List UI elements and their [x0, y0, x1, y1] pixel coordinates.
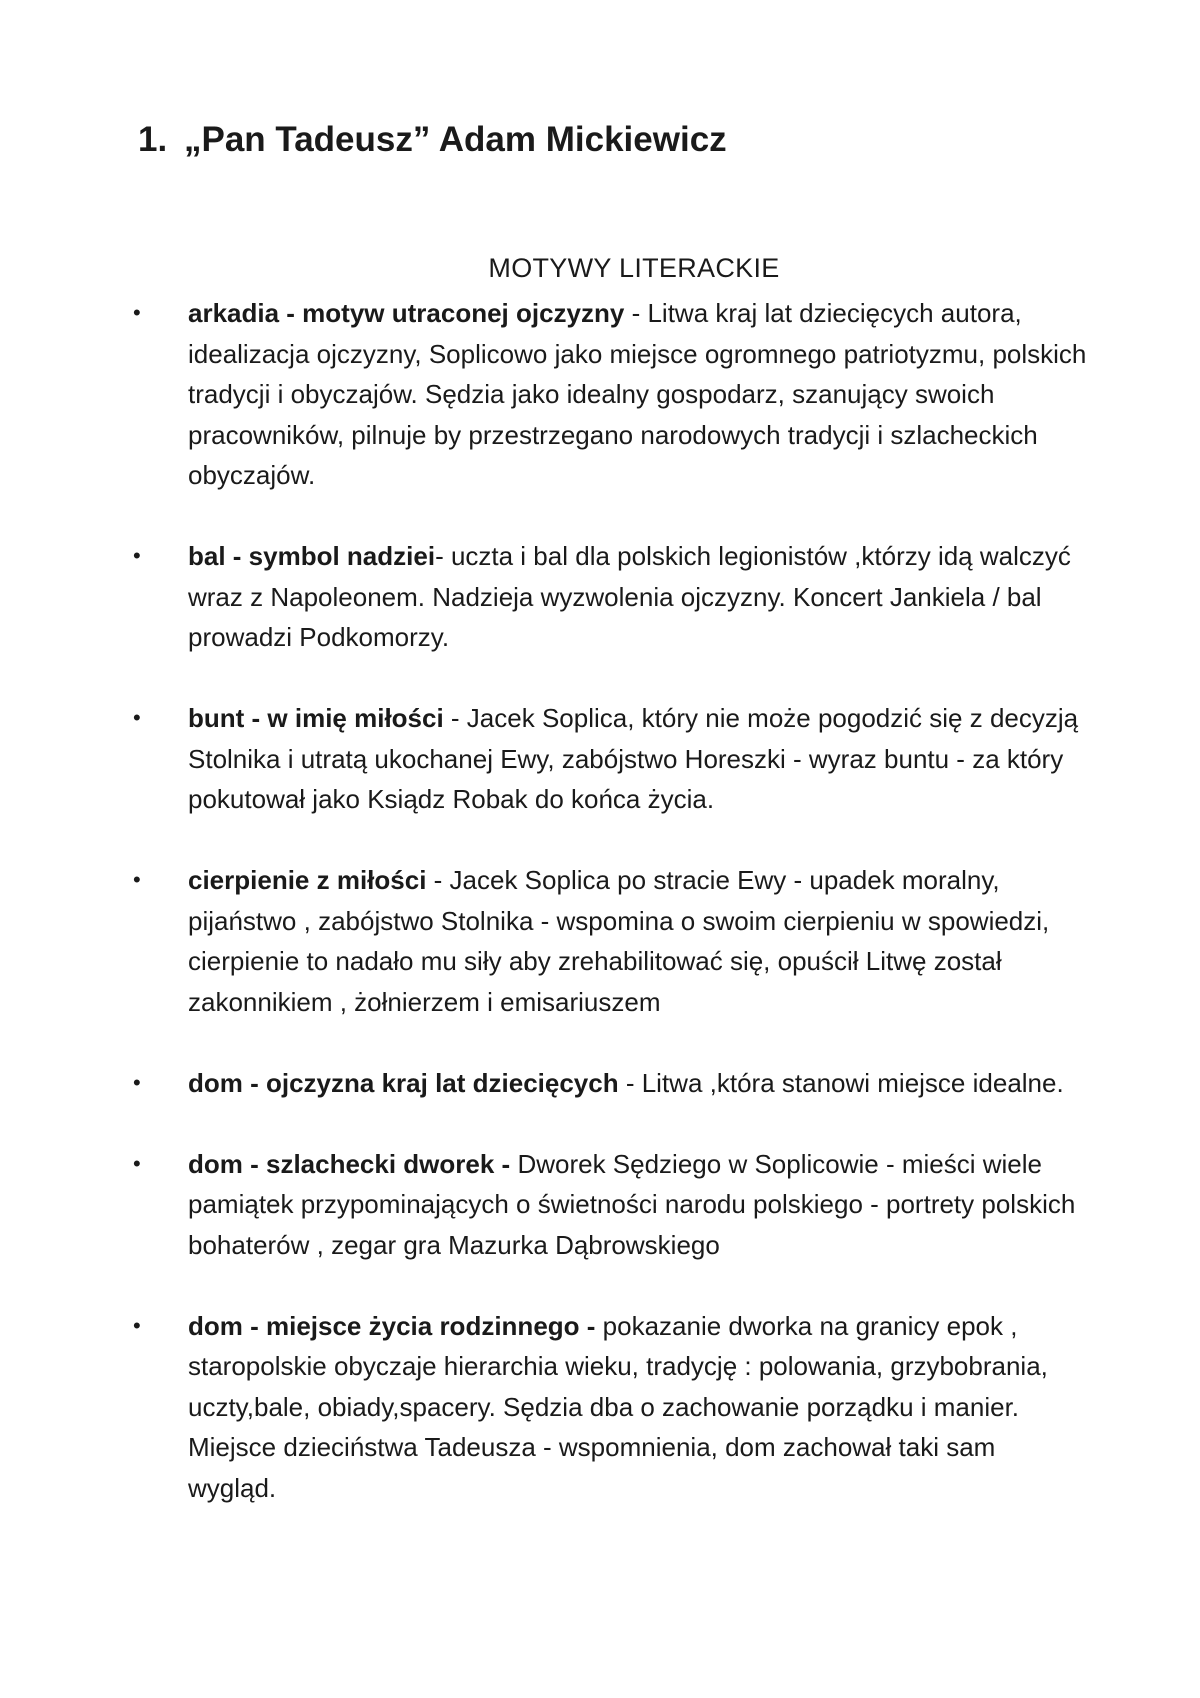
motif-description: - uczta i bal dla polskich legionistów ,którzy idą walczyć wraz z Napoleonem. Nadzieja wyzwolenia ojczyzny. Koncert Jankiela / bal prowadzi Podkomorzy. — [188, 541, 1071, 652]
motif-description: - Jacek Soplica po stracie Ewy - upadek moralny, pijaństwo , zabójstwo Stolnika - wspomina o swoim cierpieniu w spowiedzi, cierpienie to nadało mu siły aby zrehabilitować się, opuścił Litwę został zakonnikiem , żołnierzem i emisariuszem — [188, 865, 1050, 1017]
bullet-icon: • — [133, 543, 141, 568]
title-number: 1. — [138, 120, 168, 159]
motif-term: dom - szlachecki dworek - — [188, 1148, 511, 1179]
motif-term: bal - symbol nadziei — [188, 541, 436, 571]
motif-description: pokazanie dworka na granicy epok , staropolskie obyczaje hierarchia wieku, tradycję : polowania, grzybobrania, uczty,bale, obiady,spacery. Sędzia dba o zachowanie porządku i manier. Miejsce dzieciństwa Tadeusza - wspomnienia, dom zachował taki sam wygląd. — [188, 1310, 1048, 1503]
page-title — [138, 118, 727, 162]
list-item-motif — [0, 1063, 1200, 1104]
bullet-icon: • — [133, 300, 141, 325]
motif-term: dom - ojczyzna kraj lat dziecięcych — [188, 1067, 619, 1098]
motif-term: cierpienie z miłości — [188, 865, 427, 895]
list-item-motif — [0, 1144, 1200, 1266]
bullet-icon: • — [133, 705, 141, 730]
motif-list — [0, 293, 1200, 1549]
motif-description: Dworek Sędziego w Soplicowie - mieści wiele pamiątek przypominających o świetności narodu polskiego - portrety polskich bohaterów , zegar gra Mazurka Dąbrowskiego — [188, 1148, 1076, 1260]
motif-term: arkadia - motyw utraconej ojczyzny — [188, 298, 625, 328]
bullet-icon: • — [133, 1150, 141, 1176]
motif-term: bunt - w imię miłości — [188, 703, 444, 733]
list-item-motif — [0, 536, 1200, 658]
list-item-motif — [0, 293, 1200, 496]
title-text: „Pan Tadeusz” Adam Mickiewicz — [184, 120, 727, 159]
list-item-motif — [0, 860, 1200, 1022]
list-item-motif — [0, 698, 1200, 820]
bullet-icon: • — [133, 1312, 141, 1338]
section-heading: MOTYWY LITERACKIE — [488, 253, 780, 283]
motif-description: - Litwa ,która stanowi miejsce idealne. — [618, 1067, 1064, 1098]
bullet-icon: • — [133, 1069, 141, 1095]
motif-description: - Jacek Soplica, który nie może pogodzić się z decyzją Stolnika i utratą ukochanej Ewy, zabójstwo Horeszki - wyraz buntu - za który pokutował jako Ksiądz Robak do końca życia. — [188, 703, 1079, 814]
bullet-icon: • — [133, 867, 141, 892]
motif-term: dom - miejsce życia rodzinnego - — [188, 1310, 596, 1341]
list-item-motif — [0, 1306, 1200, 1509]
motif-description: - Litwa kraj lat dziecięcych autora, idealizacja ojczyzny, Soplicowo jako miejsce ogromnego patriotyzmu, polskich tradycji i obyczajów. Sędzia jako idealny gospodarz, szanujący swoich pracowników, pilnuje by przestrzegano narodowych tradycji i szlacheckich obyczajów. — [188, 298, 1087, 490]
